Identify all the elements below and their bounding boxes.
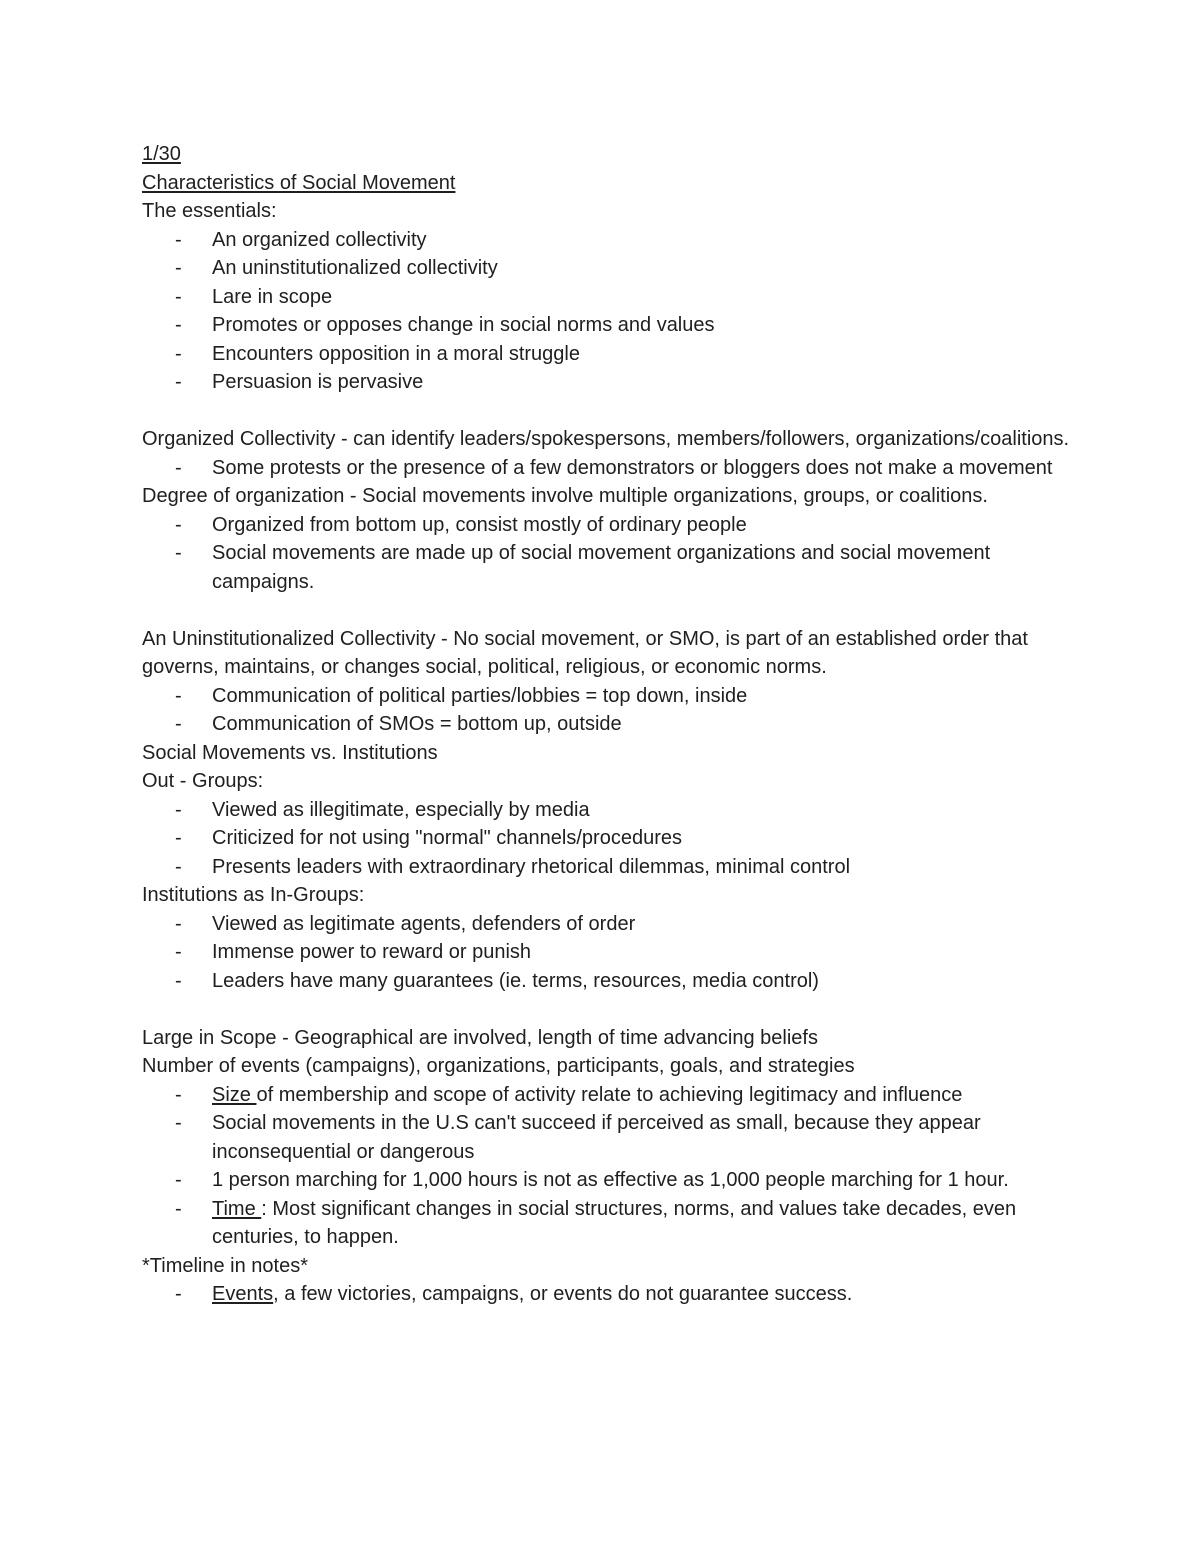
list-item-text: Social movements in the U.S can't succeed if perceived as small, because they appear inconsequential or dangerous bbox=[212, 1112, 981, 1163]
scope-intro: Large in Scope - Geographical are involved, length of time advancing beliefs bbox=[142, 1026, 818, 1049]
essentials-heading: The essentials: bbox=[142, 200, 277, 222]
list-item-text: Criticized for not using "normal" channels/procedures bbox=[212, 827, 682, 849]
list-item bbox=[142, 1109, 1072, 1166]
timeline-note: *Timeline in notes* bbox=[142, 1254, 309, 1277]
scope-list bbox=[142, 1081, 1072, 1252]
dash-bullet: - bbox=[175, 713, 182, 735]
list-item bbox=[142, 967, 1072, 996]
list-item-text: Viewed as legitimate agents, defenders of order bbox=[212, 912, 636, 935]
dash-bullet: - bbox=[175, 855, 182, 878]
list-item bbox=[142, 340, 1072, 369]
list-item-text: An organized collectivity bbox=[212, 228, 427, 251]
list-item-text: Presents leaders with extraordinary rhetorical dilemmas, minimal control bbox=[212, 855, 851, 878]
list-item bbox=[142, 938, 1072, 967]
list-item bbox=[142, 1166, 1072, 1195]
list-item-text: An uninstitutionalized collectivity bbox=[212, 257, 498, 279]
list-item-text: of membership and scope of activity relate to achieving legitimacy and influence bbox=[256, 1083, 963, 1106]
page-title: Characteristics of Social Movement bbox=[142, 171, 456, 194]
list-item bbox=[142, 368, 1072, 397]
list-item bbox=[142, 796, 1072, 825]
list-item-text: , a few victories, campaigns, or events do not guarantee success. bbox=[273, 1283, 853, 1305]
dash-bullet: - bbox=[175, 371, 182, 393]
dash-bullet: - bbox=[175, 912, 182, 935]
dash-bullet: - bbox=[175, 285, 182, 308]
list-item bbox=[142, 1081, 1072, 1110]
scope-number: Number of events (campaigns), organizations, participants, goals, and strategies bbox=[142, 1055, 855, 1077]
vs-heading: Social Movements vs. Institutions bbox=[142, 741, 438, 764]
degree-heading: Degree of organization - Social movements involve multiple organizations, groups, or coalitions. bbox=[142, 485, 988, 507]
list-item-text: Promotes or opposes change in social norms and values bbox=[212, 314, 715, 336]
out-groups-heading: Out - Groups: bbox=[142, 770, 264, 792]
dash-bullet: - bbox=[175, 513, 182, 536]
list-item bbox=[142, 226, 1072, 255]
list-item bbox=[142, 454, 1072, 483]
dash-bullet: - bbox=[175, 257, 182, 279]
list-item bbox=[142, 710, 1072, 739]
organized-intro: Organized Collectivity - can identify leaders/spokespersons, members/followers, organizations/coalitions. bbox=[142, 428, 1070, 450]
list-item bbox=[142, 853, 1072, 882]
list-item bbox=[142, 1280, 1072, 1309]
list-item-text: : Most significant changes in social structures, norms, and values take decades, even centuries, to happen. bbox=[212, 1197, 1017, 1248]
dash-bullet: - bbox=[175, 1283, 182, 1305]
list-item bbox=[142, 682, 1072, 711]
dash-bullet: - bbox=[175, 1083, 182, 1106]
organized-list bbox=[142, 454, 1072, 483]
uninst-intro: An Uninstitutionalized Collectivity - No social movement, or SMO, is part of an established order that governs, maintains, or changes social, political, religious, or economic norms. bbox=[142, 627, 1028, 678]
list-item bbox=[142, 311, 1072, 340]
in-groups-list bbox=[142, 910, 1072, 996]
list-item bbox=[142, 539, 1072, 596]
list-item-text: Encounters opposition in a moral struggle bbox=[212, 342, 580, 365]
size-label: Size bbox=[212, 1083, 257, 1106]
dash-bullet: - bbox=[175, 314, 182, 336]
list-item-text: Lare in scope bbox=[212, 285, 333, 308]
dash-bullet: - bbox=[175, 1197, 182, 1220]
document-page bbox=[142, 140, 1072, 1309]
date-heading: 1/30 bbox=[142, 143, 181, 165]
list-item-text: Social movements are made up of social movement organizations and social movement campaigns. bbox=[212, 542, 991, 593]
list-item bbox=[142, 1195, 1072, 1252]
spacer bbox=[142, 995, 1072, 1024]
dash-bullet: - bbox=[175, 1169, 182, 1191]
spacer bbox=[142, 397, 1072, 426]
dash-bullet: - bbox=[175, 1112, 182, 1134]
dash-bullet: - bbox=[175, 827, 182, 849]
list-item-text: 1 person marching for 1,000 hours is not as effective as 1,000 people marching for 1 hour. bbox=[212, 1169, 1009, 1191]
list-item bbox=[142, 824, 1072, 853]
list-item-text: Viewed as illegitimate, especially by media bbox=[212, 798, 590, 821]
dash-bullet: - bbox=[175, 456, 182, 479]
list-item-text: Immense power to reward or punish bbox=[212, 941, 532, 963]
dash-bullet: - bbox=[175, 969, 182, 992]
list-item bbox=[142, 511, 1072, 540]
list-item-text: Communication of political parties/lobbies = top down, inside bbox=[212, 684, 748, 707]
list-item bbox=[142, 254, 1072, 283]
time-label: Time bbox=[212, 1197, 262, 1220]
events-label: Events bbox=[212, 1283, 274, 1305]
list-item bbox=[142, 910, 1072, 939]
list-item bbox=[142, 283, 1072, 312]
list-item-text: Organized from bottom up, consist mostly of ordinary people bbox=[212, 513, 747, 536]
dash-bullet: - bbox=[175, 684, 182, 707]
list-item-text: Persuasion is pervasive bbox=[212, 371, 424, 393]
essentials-list bbox=[142, 226, 1072, 397]
degree-list bbox=[142, 511, 1072, 597]
in-groups-heading: Institutions as In-Groups: bbox=[142, 884, 365, 906]
dash-bullet: - bbox=[175, 542, 182, 564]
events-list bbox=[142, 1280, 1072, 1309]
uninst-list bbox=[142, 682, 1072, 739]
dash-bullet: - bbox=[175, 342, 182, 365]
list-item-text: Leaders have many guarantees (ie. terms, resources, media control) bbox=[212, 969, 819, 992]
dash-bullet: - bbox=[175, 941, 182, 963]
dash-bullet: - bbox=[175, 798, 182, 821]
dash-bullet: - bbox=[175, 228, 182, 251]
spacer bbox=[142, 596, 1072, 625]
list-item-text: Communication of SMOs = bottom up, outside bbox=[212, 713, 622, 735]
list-item-text: Some protests or the presence of a few demonstrators or bloggers does not make a movement bbox=[212, 456, 1053, 479]
out-groups-list bbox=[142, 796, 1072, 882]
